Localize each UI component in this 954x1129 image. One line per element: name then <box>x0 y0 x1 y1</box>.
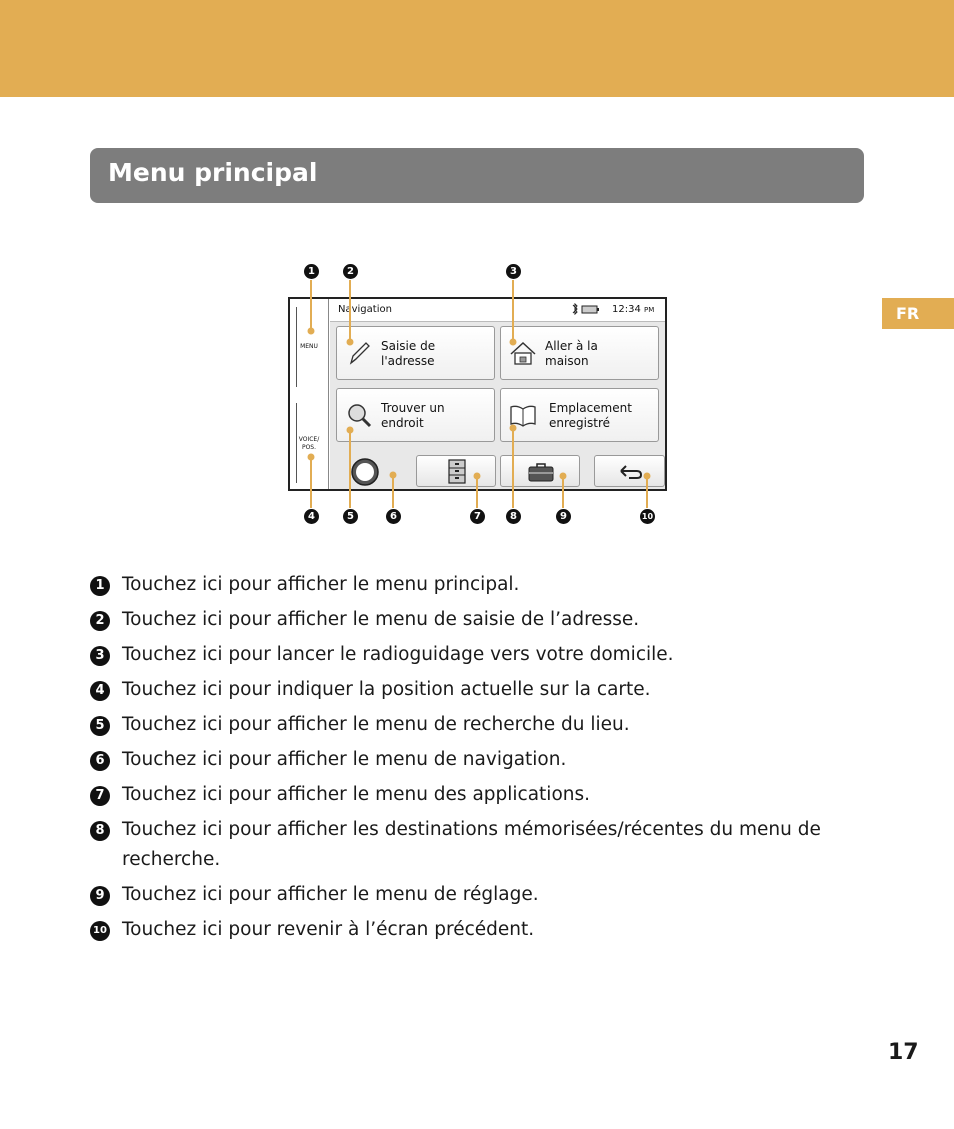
callout-10: 10 <box>640 509 655 524</box>
tile-address-line2: l'adresse <box>381 354 435 368</box>
screen-title-bar <box>330 299 665 322</box>
magnifier-icon <box>345 401 373 429</box>
cabinet-icon <box>447 459 467 484</box>
tile-home-line2: maison <box>545 354 589 368</box>
side-voice-label-2[interactable]: POS. <box>301 444 317 451</box>
callout-3: 3 <box>506 264 521 279</box>
top-color-band <box>0 0 954 97</box>
tile-find-line2: endroit <box>381 416 424 430</box>
tile-saved-line2: enregistré <box>549 416 611 430</box>
list-item-text: Touchez ici pour afficher le menu de recherche du lieu. <box>122 714 630 735</box>
tile-saved-line1: Emplacement <box>549 401 632 415</box>
bluetooth-battery-icon <box>570 303 600 315</box>
tile-address-line1: Saisie de <box>381 339 436 353</box>
status-icons <box>570 303 600 318</box>
tile-address-label <box>381 339 435 369</box>
list-bullet: 5 <box>90 716 110 736</box>
tile-saved-location[interactable] <box>500 388 659 442</box>
tile-home-line1: Aller à la <box>545 339 598 353</box>
callout-9: 9 <box>556 509 571 524</box>
side-button-panel <box>290 299 329 489</box>
compass-icon <box>350 457 380 487</box>
toolbox-icon <box>528 462 554 482</box>
callout-8: 8 <box>506 509 521 524</box>
clock-time: 12:34 <box>612 304 641 315</box>
list-bullet: 2 <box>90 611 110 631</box>
list-item-text: Touchez ici pour afficher le menu de saisie de l’adresse. <box>122 609 640 630</box>
list-item-text: Touchez ici pour afficher le menu principal. <box>122 574 520 595</box>
book-icon <box>509 401 537 429</box>
side-menu-label[interactable]: MENU <box>300 343 318 350</box>
tile-address-entry[interactable] <box>336 326 495 380</box>
tile-home-label <box>545 339 598 369</box>
tile-saved-label <box>549 401 632 431</box>
list-item <box>90 745 850 775</box>
list-bullet: 1 <box>90 576 110 596</box>
callout-5: 5 <box>343 509 358 524</box>
page-number: 17 <box>888 1040 919 1065</box>
list-item-text: Touchez ici pour afficher le menu de navigation. <box>122 749 567 770</box>
list-item-text: Touchez ici pour afficher les destinations mémorisées/récentes du menu de recherche. <box>122 819 821 870</box>
list-item <box>90 915 850 945</box>
list-item-text: Touchez ici pour afficher le menu de réglage. <box>122 884 539 905</box>
section-header-bar <box>90 148 864 203</box>
callout-2: 2 <box>343 264 358 279</box>
language-tab: FR <box>882 298 954 329</box>
list-item <box>90 605 850 635</box>
settings-button[interactable] <box>500 455 580 487</box>
tile-find-place[interactable] <box>336 388 495 442</box>
section-title: Menu principal <box>108 158 318 187</box>
list-bullet: 10 <box>90 921 110 941</box>
list-item-text: Touchez ici pour afficher le menu des applications. <box>122 784 591 805</box>
description-list <box>90 570 850 950</box>
screen-main-area <box>330 299 665 489</box>
list-bullet: 4 <box>90 681 110 701</box>
compass-button[interactable] <box>350 457 382 487</box>
house-icon <box>509 339 537 367</box>
pencil-icon <box>345 339 373 367</box>
tile-find-line1: Trouver un <box>381 401 445 415</box>
device-screen <box>288 297 667 491</box>
list-item <box>90 880 850 910</box>
list-item-text: Touchez ici pour lancer le radioguidage vers votre domicile. <box>122 644 674 665</box>
list-bullet: 7 <box>90 786 110 806</box>
callout-1: 1 <box>304 264 319 279</box>
list-bullet: 3 <box>90 646 110 666</box>
callout-7: 7 <box>470 509 485 524</box>
list-bullet: 8 <box>90 821 110 841</box>
callout-4: 4 <box>304 509 319 524</box>
list-bullet: 9 <box>90 886 110 906</box>
clock <box>612 304 654 315</box>
list-bullet: 6 <box>90 751 110 771</box>
tile-go-home[interactable] <box>500 326 659 380</box>
list-item <box>90 815 850 875</box>
list-item <box>90 710 850 740</box>
back-arrow-icon <box>617 463 643 481</box>
applications-button[interactable] <box>416 455 496 487</box>
callout-6: 6 <box>386 509 401 524</box>
side-voice-label-1[interactable]: VOICE/ <box>298 436 320 443</box>
list-item-text: Touchez ici pour indiquer la position actuelle sur la carte. <box>122 679 651 700</box>
tile-find-label <box>381 401 445 431</box>
list-item-text: Touchez ici pour revenir à l’écran précédent. <box>122 919 535 940</box>
list-item <box>90 780 850 810</box>
list-item <box>90 570 850 600</box>
back-button[interactable] <box>594 455 665 487</box>
list-item <box>90 675 850 705</box>
list-item <box>90 640 850 670</box>
nav-title: Navigation <box>338 304 392 315</box>
clock-suffix: PM <box>644 306 655 314</box>
